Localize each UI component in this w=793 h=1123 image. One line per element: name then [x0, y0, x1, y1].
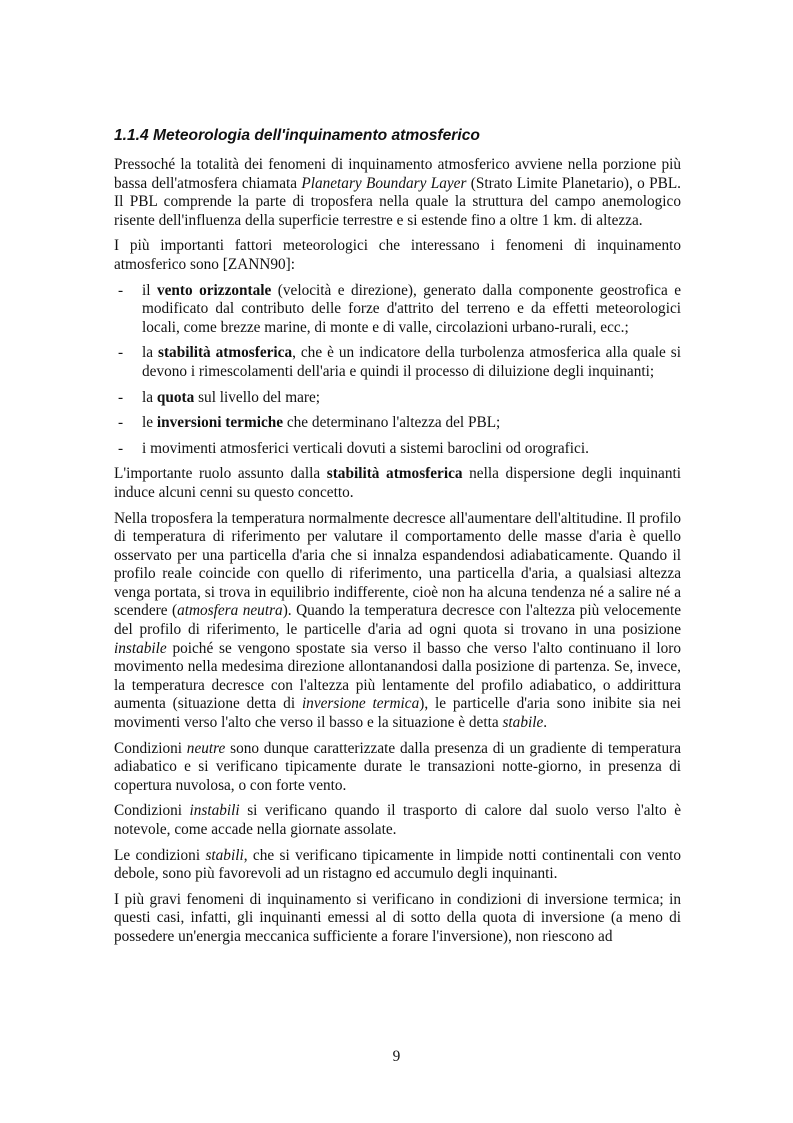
italic-term: instabile — [114, 639, 167, 657]
paragraph-pbl — [114, 156, 681, 230]
list-item — [114, 414, 681, 433]
italic-term: stabile — [502, 714, 544, 732]
text-run: , che si verificano tipicamente in limpide notti continentali con vento debole, sono più favorevoli ad un ristagno ed accumulo degli inquinanti. — [114, 846, 681, 883]
text-run: i movimenti atmosferici verticali dovuti a sistemi baroclini od orografici. — [142, 439, 589, 457]
text-run: . — [543, 714, 548, 732]
italic-term: inversione termica — [301, 695, 420, 713]
text-run: Pressoché la totalità dei fenomeni di inquinamento atmosferico avviene nella porzione più bassa dell'atmosfera chiamata — [114, 156, 681, 192]
text-run: Le condizioni — [114, 846, 206, 864]
italic-term: atmosfera neutra — [177, 602, 283, 620]
list-item — [114, 282, 681, 338]
text-run: L'importante ruolo assunto dalla — [114, 465, 327, 483]
list-item — [114, 389, 681, 408]
text-run: che determinano l'altezza del PBL; — [283, 414, 501, 432]
text-run: si verificano quando il trasporto di calore dal suolo verso l'alto è notevole, come accade nella giornate assolate. — [114, 802, 682, 838]
text-run: sul livello del mare; — [194, 388, 321, 406]
paragraph-temperature-profile — [114, 510, 681, 733]
text-run: (velocità e direzione), generato dalla componente geostrofica e modificato dal contributo delle forze d'attrito del terreno e da effetti meteorologici locali, come brezze marine, di monte e di valle, circolazioni urbano-rurali, ecc.; — [142, 281, 682, 336]
bold-term: quota — [156, 388, 195, 406]
text-run: sono dunque caratterizzate dalla presenza di un gradiente di temperatura adiabatico e si verificano tipicamente durate le transazioni notte-giorno, in presenza di copertura nuvolosa, o con forte vento. — [114, 739, 682, 794]
page-number: 9 — [392, 1048, 401, 1065]
italic-term: neutre — [186, 739, 226, 757]
text-run: la — [142, 388, 157, 406]
italic-term: instabili — [189, 802, 240, 820]
list-item — [114, 440, 681, 459]
bullet-dash: - — [118, 388, 124, 406]
text-run: (Strato Limite Planetario), o PBL. Il PBL comprende la parte di troposfera nella quale la struttura del campo anemologico risente dell'influenza della superficie terrestre e si estende fino a oltre 1 km. di altezza. — [114, 174, 681, 229]
paragraph-stability-role — [114, 465, 681, 502]
text-run: Condizioni — [114, 802, 190, 820]
bold-term: vento orizzontale — [156, 281, 272, 299]
paragraph-stable — [114, 847, 681, 884]
list-item — [114, 344, 681, 381]
paragraph-neutral — [114, 740, 681, 796]
text-run: poiché se vengono spostate sia verso il basso che verso l'alto continuano il loro movimento nella medesima direzione allontanandosi dalla posizione di partenza. Se, invece, la temperatura decresce con l'altezza più lentamente del profilo adiabatico, o addirittura aumenta (situazione detta di — [114, 639, 681, 713]
bullet-dash: - — [118, 439, 124, 457]
bullet-dash: - — [118, 414, 124, 432]
paragraph-unstable — [114, 802, 681, 839]
paragraph-factors-intro: I più importanti fattori meteorologici che interessano i fenomeni di inquinamento atmosferico sono [ZANN90]: — [114, 237, 681, 273]
text-run: la — [142, 344, 158, 362]
text-run: ), le particelle d'aria sono inibite sia nei movimenti verso l'alto che verso il basso e la situazione è detta — [114, 695, 681, 732]
text-run: le — [142, 414, 157, 432]
text-run: ). Quando la temperatura decresce con l'altezza più velocemente del profilo di riferimento, le particelle d'aria ad ogni quota si trovano in una posizione — [114, 602, 681, 639]
text-run: il — [142, 281, 157, 299]
document-page — [114, 126, 681, 954]
factors-list — [114, 282, 681, 459]
text-run: Condizioni — [114, 739, 187, 757]
text-run: , che è un indicatore della turbolenza atmosferica alla quale si devono i rimescolamenti dell'aria e quindi il processo di diluizione degli inquinanti; — [142, 344, 681, 380]
italic-term: Planetary Boundary Layer — [301, 174, 467, 192]
text-run: nella dispersione degli inquinanti induce alcuni cenni su questo concetto. — [114, 465, 681, 501]
italic-term: stabili — [205, 846, 244, 864]
section-heading: 1.1.4 Meteorologia dell'inquinamento atmosferico — [114, 127, 480, 144]
bullet-dash: - — [118, 344, 124, 362]
bold-term: stabilità atmosferica — [326, 465, 463, 483]
bold-term: stabilità atmosferica — [158, 344, 293, 362]
bullet-dash: - — [118, 281, 124, 299]
text-run: Nella troposfera la temperatura normalmente decresce all'aumentare dell'altitudine. Il profilo di temperatura di riferimento per valutare il comportamento delle masse d'aria è quello osservato per una particella d'aria che si innalza espandendosi adiabaticamente. Quando il profilo reale coincide con quello di riferimento, una particella d'aria, a qualsiasi altezza venga portata, si trova in equilibrio indifferente, cioè non ha alcuna tendenza né a salire né a scendere ( — [114, 509, 681, 620]
paragraph-inversion: I più gravi fenomeni di inquinamento si verificano in condizioni di inversione termica; in questi casi, infatti, gli inquinanti emessi al di sotto della quota di inversione (a meno di possedere un'energia meccanica sufficiente a forare l'inversione), non riescono ad — [114, 890, 681, 945]
bold-term: inversioni termiche — [156, 414, 284, 432]
